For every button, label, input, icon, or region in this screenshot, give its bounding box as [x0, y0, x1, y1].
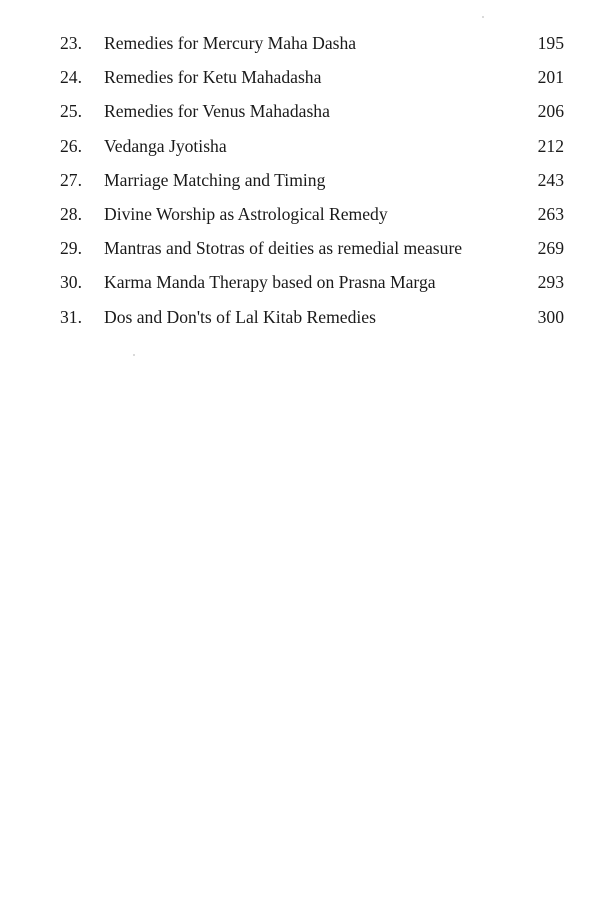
- toc-entry-title: Vedanga Jyotisha: [104, 135, 227, 156]
- toc-entry-number: 30.: [60, 272, 82, 293]
- toc-entry: [60, 303, 564, 337]
- toc-entry-page: 201: [537, 67, 564, 88]
- toc-entry-title: Dos and Don'ts of Lal Kitab Remedies: [104, 306, 376, 327]
- toc-entry-title: Remedies for Ketu Mahadasha: [104, 67, 322, 88]
- toc-entry-number: 28.: [60, 203, 82, 224]
- toc-entry-page: 269: [537, 238, 564, 259]
- toc-entry-title: Divine Worship as Astrological Remedy: [104, 203, 388, 224]
- toc-entry: [60, 132, 564, 166]
- toc-entry-page: 206: [537, 101, 564, 122]
- toc-entry-title: Marriage Matching and Timing: [104, 169, 326, 190]
- toc-entry-number: 23.: [60, 33, 82, 53]
- table-of-contents: [60, 29, 564, 337]
- toc-entry-title: Remedies for Mercury Maha Dasha: [104, 33, 357, 53]
- toc-entry-number: 27.: [60, 169, 82, 190]
- toc-entry-page: 300: [537, 306, 564, 327]
- scan-speck: [133, 354, 135, 356]
- toc-entry-title: Mantras and Stotras of deities as remedial measure: [104, 238, 463, 259]
- toc-entry-number: 29.: [60, 238, 82, 259]
- toc-entry: [60, 166, 564, 200]
- toc-entry-page: 195: [537, 33, 564, 53]
- toc-entry: [60, 234, 564, 268]
- toc-entry-page: 293: [537, 272, 564, 293]
- toc-entry-number: 31.: [60, 306, 82, 327]
- toc-entry-title: Karma Manda Therapy based on Prasna Marga: [104, 272, 436, 293]
- toc-entry-number: 24.: [60, 67, 82, 88]
- toc-entry: [60, 97, 564, 131]
- toc-entry-number: 25.: [60, 101, 82, 122]
- toc-entry: [60, 200, 564, 234]
- toc-entry-title: Remedies for Venus Mahadasha: [104, 101, 330, 122]
- toc-entry-number: 26.: [60, 135, 82, 156]
- toc-entry: [60, 29, 564, 63]
- toc-entry: [60, 268, 564, 302]
- toc-entry: [60, 63, 564, 97]
- scan-speck: [482, 16, 484, 18]
- toc-entry-page: 243: [537, 169, 564, 190]
- toc-entry-page: 212: [537, 135, 564, 156]
- toc-entry-page: 263: [537, 203, 564, 224]
